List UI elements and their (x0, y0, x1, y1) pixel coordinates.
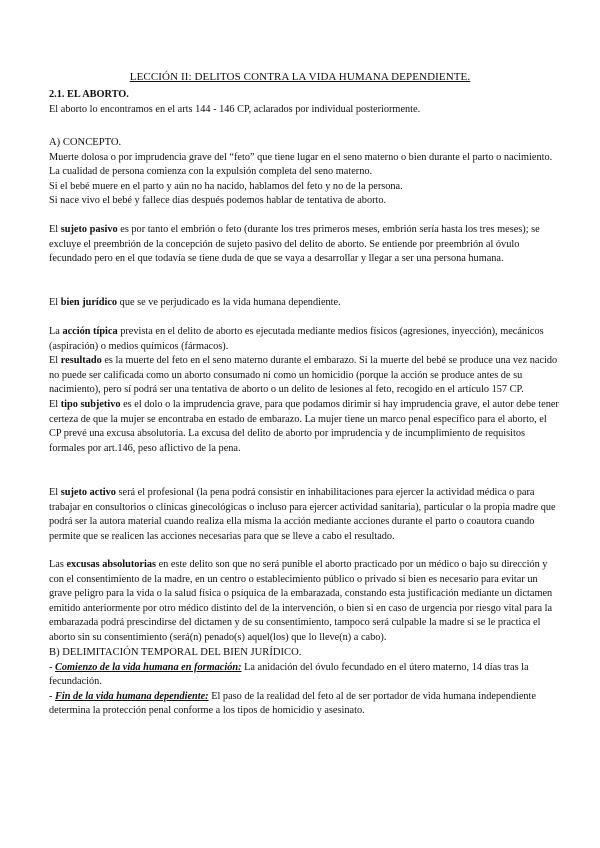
sujeto-activo-paragraph: El sujeto activo será el profesional (la pena podrá consistir en inhabilitaciones para ejercer la actividad médica o para trabajar en consultorios o clínicas ginecológicas o incluso para ejercer actividad sanitaria), particular o la propia madre que podrá ser la autora material cuando realiza ella misma la acción mediante acciones durante el parto o coautora cuando permite que se realicen las acciones necesarias para que se lleve a cabo el resultado. (49, 487, 556, 542)
section-aborto (49, 88, 559, 117)
sujeto-activo-term: sujeto activo (60, 487, 116, 498)
concept-line-3: Si nace vivo el bebé y fallece días después podemos hablar de tentativa de aborto. (49, 195, 387, 207)
delimitacion-item-1: - Comienzo de la vida humana en formación: La anidación del óvulo fecundado en el útero materno, 14 días tras la fecundación. (49, 661, 529, 688)
concept-heading: A) CONCEPTO. (49, 137, 122, 148)
accion-term: acción típica (62, 326, 118, 337)
accion-paragraph: La acción típica prevista en el delito de aborto es ejecutada mediante medios físicos (agresiones, inyección), mecánicos (aspiración) o medios químicos (fármacos). (49, 326, 544, 352)
accion-block (49, 325, 559, 456)
sujeto-pasivo-term: sujeto pasivo (60, 224, 118, 235)
delimitacion-heading: B) DELIMITACIÓN TEMPORAL DEL BIEN JURÍDICO. (49, 647, 302, 658)
concept-block (49, 136, 559, 209)
delimitacion-item-2: - Fin de la vida humana dependiente: El paso de la realidad del feto al de ser portador de vida humana independiente determina la protección penal conforme a los tipos de homicidio y asesinato. (49, 690, 536, 717)
fin-term: Fin de la vida humana dependiente: (55, 690, 209, 702)
tipo-subjetivo-term: tipo subjetivo (60, 398, 121, 410)
section-heading: 2.1. EL ABORTO. (49, 89, 129, 100)
excusas-paragraph: Las excusas absolutorias en este delito son que no será punible el aborto practicado por un médico o bajo su dirección y con el consentimiento de la madre, en un centro o establecimiento público o privado si bien es necesario para evitar un grave peligro para la vida o la salud física o psíquica de la embarazada, constando esta justificación mediante un dictamen emitido anteriormente por otro médico distinto del de la intervención, o bien si en caso de urgencia por riesgo vital para la embarazada podrá prescindirse del dictamen y de su consentimiento, tampoco será culpable la madre si se le practica el aborto sin su consentimiento (será(n) penado(s) aquel(los) que lo lleve(n) a cabo). (49, 559, 553, 643)
resultado-term: resultado (60, 355, 102, 367)
excusas-term: excusas absolutorias (66, 559, 156, 570)
comienzo-term: Comienzo de la vida humana en formación: (55, 661, 242, 673)
delimitacion-block (49, 646, 559, 719)
tipo-subjetivo-paragraph: El tipo subjetivo es el dolo o la imprudencia grave, para que podamos dirimir si hay imprudencia grave, el autor debe tener certeza de que la mujer se encontraba en estado de embarazo. La mujer tiene un marco penal específico para el aborto, el CP prevé una excusa absolutoria. La excusa del delito de aborto por imprudencia y de incumplimiento de requisitos formales por art.146, peso aflictivo de la pena. (49, 398, 559, 454)
bien-juridico-term: bien jurídico (60, 297, 118, 308)
resultado-paragraph: El resultado es la muerte del feto en el seno materno durante el embarazo. Si la muerte del bebé se produce una vez nacido no puede ser calificada como un aborto consumado ni como un homicidio (porque la acción se produce antes de su nacimiento), pero sí podrá ser una tentativa de aborto o un delito de lesiones al feto, recogido en el artículo 157 CP. (49, 355, 558, 396)
concept-line-2: Si el bebé muere en el parto y aún no ha nacido, hablamos del feto y no de la persona. (49, 180, 403, 192)
sujeto-pasivo-paragraph: El sujeto pasivo es por tanto el embrión o feto (durante los tres primeros meses, embrión sería hasta los tres meses); se excluye el preembrión de la concepción de sujeto pasivo del delito de aborto. Se entiende por preembrión al óvulo fecundado pero en el que todavía se tiene duda de que se vaya a desarrollar y llegar a ser una persona humana. (49, 224, 540, 265)
lesson-title: LECCIÓN II: DELITOS CONTRA LA VIDA HUMANA DEPENDIENTE. (129, 71, 471, 83)
concept-paragraph: Muerte dolosa o por imprudencia grave del “feto” que tiene lugar en el seno materno o bien durante el parto o nacimiento. La cualidad de persona comienza con la expulsión completa del seno materno. (49, 151, 553, 178)
section-intro: El aborto lo encontramos en el arts 144 - 146 CP, aclarados por individual posteriormente. (49, 103, 421, 115)
bien-juridico-paragraph: El bien jurídico que se ve perjudicado es la vida humana dependiente. (49, 297, 341, 308)
